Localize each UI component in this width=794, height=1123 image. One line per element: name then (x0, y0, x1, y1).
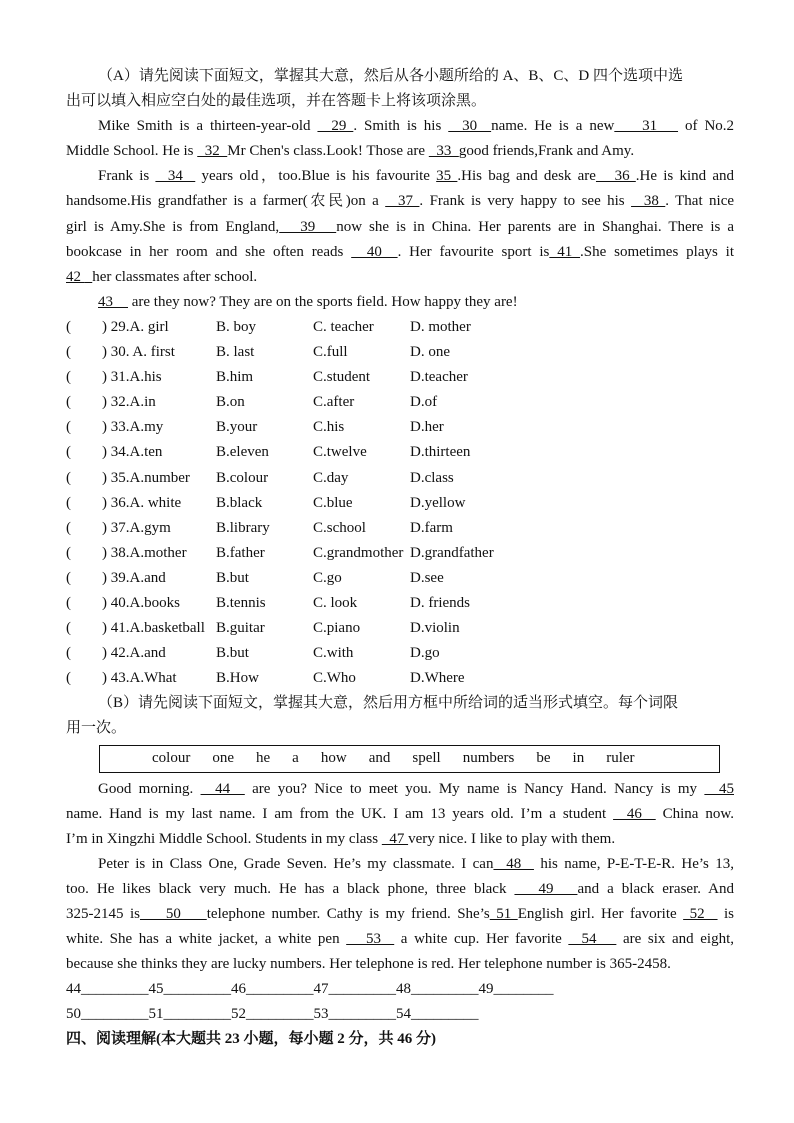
text: Peter is in Class One, Grade Seven. He’s my classmate. I can (98, 855, 494, 872)
blank-47: 47 (381, 830, 409, 847)
text: Good morning. (98, 780, 201, 797)
option-b: B.him (216, 369, 254, 386)
text: . That nice (665, 193, 735, 210)
answer-blank[interactable]: 51_________ (148, 1006, 231, 1023)
option-b: B.eleven (216, 444, 269, 461)
option-row (66, 541, 734, 566)
question-option-a: ) 39.A.and (102, 569, 166, 586)
option-c: C. teacher (313, 318, 374, 335)
word-box-item: one (212, 750, 234, 767)
text: . Frank is very happy to see his (419, 193, 632, 210)
text: China now. (655, 805, 734, 822)
option-d: D. one (410, 344, 450, 361)
option-c: C.after (313, 394, 355, 411)
word-box-item: and (368, 750, 391, 767)
question-option-a: ) 36.A. white (102, 494, 182, 511)
answer-paren: ( (66, 369, 71, 386)
question-option-a: ) 31.A.his (102, 369, 162, 386)
text: is (717, 906, 735, 922)
blank-30: 30 (448, 118, 492, 135)
text: . Smith is his (353, 118, 449, 135)
answer-paren: ( (66, 419, 71, 436)
option-b: B.your (216, 419, 258, 436)
text: a white cup. Her favorite (394, 931, 569, 948)
option-c: C.go (313, 569, 342, 586)
blank-38: 38 (631, 193, 666, 210)
blank-43: 43 (98, 293, 128, 310)
blank-53: 53 (346, 931, 395, 948)
text: years old，too.Blue is his favourite (195, 168, 437, 185)
passage-a-line (66, 164, 734, 189)
answer-blank[interactable]: 52_________ (231, 1006, 314, 1023)
text: .His bag and desk are (457, 168, 596, 185)
option-c: C.piano (313, 620, 361, 637)
blank-33: 33 (428, 143, 459, 160)
blank-39: 39 (279, 218, 337, 235)
question-option-a: ) 43.A.What (102, 670, 177, 687)
option-d: D.class (410, 469, 454, 486)
text: . Her favourite sport is (397, 243, 550, 260)
option-b: B.How (216, 670, 259, 687)
option-c: C.blue (313, 494, 353, 511)
option-b: B.on (216, 394, 245, 411)
answer-paren: ( (66, 519, 71, 536)
text: are you? Nice to meet you. My name is Nancy Hand. Nancy is my (244, 780, 705, 797)
text: good friends,Frank and Amy. (458, 143, 635, 160)
word-box (99, 745, 720, 773)
option-b: B.black (216, 494, 263, 511)
option-d: D.farm (410, 519, 453, 536)
text: .He is kind and (635, 168, 734, 185)
option-row (66, 566, 734, 591)
passage-b-line (66, 777, 734, 802)
text: his name, P-E-T-E-R. He’s 13, (533, 855, 734, 872)
passage-a-line (66, 265, 734, 290)
option-b: B.colour (216, 469, 269, 486)
option-c: C.grandmother (313, 544, 404, 561)
option-d: D.see (410, 569, 444, 586)
option-c: C.twelve (313, 444, 367, 461)
answer-paren: ( (66, 494, 71, 511)
answer-paren: ( (66, 620, 71, 637)
option-b: B.but (216, 569, 249, 586)
blank-48: 48 (493, 855, 534, 872)
answer-blank[interactable]: 54_________ (396, 1006, 479, 1023)
answer-paren: ( (66, 318, 71, 335)
text: Mr Chen's class.Look! Those are (227, 143, 429, 160)
blank-41: 41 (549, 243, 581, 260)
answer-blank[interactable]: 50_________ (66, 1006, 149, 1023)
section-b-instruction-2: 用一次。 (66, 720, 127, 737)
text: girl is Amy.She is from England, (66, 218, 280, 235)
section-a-instruction-1: （A）请先阅读下面短文，掌握其大意，然后从各小题所给的 A、B、C、D 四个选项中选 (98, 68, 684, 84)
question-option-a: ) 40.A.books (102, 594, 180, 611)
answer-blank[interactable]: 46_________ (231, 981, 314, 998)
answer-paren: ( (66, 394, 71, 411)
option-row (66, 340, 734, 365)
blank-49: 49 (514, 880, 578, 897)
option-d: D.her (410, 419, 444, 436)
option-row (66, 390, 734, 415)
passage-b-line (66, 952, 734, 977)
text: .She sometimes plays it (580, 243, 734, 260)
text: now she is in China. Her parents are in Shanghai. There is a (336, 218, 734, 235)
passage-a-line (66, 290, 734, 315)
text: I’m in Xingzhi Middle School. Students in my class (66, 830, 382, 847)
option-row (66, 616, 734, 641)
blank-52: 52 (683, 906, 718, 922)
option-b: B.library (216, 519, 270, 536)
option-row (66, 440, 734, 465)
word-box-item: colour (152, 750, 191, 767)
text: 325-2145 is (66, 906, 140, 922)
option-d: D.yellow (410, 494, 466, 511)
option-b: B.father (216, 544, 265, 561)
text: white. She has a white jacket, a white pen (66, 931, 347, 948)
answer-paren: ( (66, 469, 71, 486)
blank-40: 40 (351, 243, 398, 260)
word-box-item: ruler (606, 750, 635, 767)
text: bookcase in her room and she often reads (66, 243, 352, 260)
blank-45: 45 (704, 780, 734, 797)
question-option-a: ) 29.A. girl (102, 318, 169, 335)
option-c: C.full (313, 344, 348, 361)
question-option-a: ) 41.A.basketball (102, 620, 205, 637)
text: telephone number. Cathy is my friend. She’s (206, 906, 490, 922)
blank-50: 50 (139, 906, 207, 922)
passage-b-line (66, 852, 734, 877)
word-box-item: be (536, 750, 551, 767)
answer-blank[interactable]: 44_________ (66, 981, 149, 998)
passage-a-line (66, 114, 734, 139)
text: Frank is (98, 168, 156, 185)
option-c: C.day (313, 469, 349, 486)
blank-31: 31 (614, 118, 679, 135)
answer-paren: ( (66, 544, 71, 561)
passage-b-line (66, 802, 734, 827)
answer-line (66, 977, 734, 1002)
text: her classmates after school. (92, 268, 258, 285)
options-list (66, 315, 734, 691)
option-c: C.his (313, 419, 345, 436)
answer-blank[interactable]: 49________ (478, 981, 554, 998)
answer-paren: ( (66, 645, 71, 662)
passage-b-line (66, 827, 734, 852)
text: Middle School. He is (66, 143, 198, 160)
option-row (66, 591, 734, 616)
passage-a-line (66, 139, 734, 164)
option-c: C.with (313, 645, 354, 662)
passage-b-line (66, 927, 734, 952)
answer-lines (66, 977, 734, 1027)
answer-blank[interactable]: 47_________ (313, 981, 396, 998)
option-row (66, 365, 734, 390)
blank-37: 37 (385, 193, 420, 210)
option-d: D.teacher (410, 369, 468, 386)
option-d: D.go (410, 645, 440, 662)
word-box-item: a (292, 750, 299, 767)
text: are six and eight, (616, 931, 734, 948)
question-option-a: ) 42.A.and (102, 645, 166, 662)
option-row (66, 315, 734, 340)
exam-page (66, 64, 734, 1053)
option-d: D.Where (410, 670, 465, 687)
answer-paren: ( (66, 594, 71, 611)
blank-44: 44 (200, 780, 245, 797)
question-option-a: ) 30. A. first (102, 344, 175, 361)
passage-a-line (66, 240, 734, 265)
word-box-item: spell (412, 750, 441, 767)
option-row (66, 641, 734, 666)
answer-paren: ( (66, 444, 71, 461)
blank-32: 32 (197, 143, 228, 160)
answer-blank[interactable]: 45_________ (148, 981, 231, 998)
answer-paren: ( (66, 344, 71, 361)
question-option-a: ) 35.A.number (102, 469, 190, 486)
text: English girl. Her favorite (517, 906, 684, 922)
text: handsome.His grandfather is a farmer(农民)on a (66, 193, 386, 210)
question-option-a: ) 37.A.gym (102, 519, 171, 536)
blank-36: 36 (595, 168, 636, 185)
word-box-item: he (256, 750, 271, 767)
blank-46: 46 (613, 805, 656, 822)
text: name. He is a new (491, 118, 615, 135)
question-option-a: ) 33.A.my (102, 419, 164, 436)
word-box-item: numbers (462, 750, 515, 767)
option-b: B.but (216, 645, 249, 662)
option-b: B.tennis (216, 594, 266, 611)
blank-51: 51 (489, 906, 518, 922)
option-row (66, 415, 734, 440)
option-row (66, 666, 734, 691)
option-d: D.grandfather (410, 544, 494, 561)
blank-54: 54 (568, 931, 617, 948)
blank-35: 35 (436, 168, 458, 185)
answer-paren: ( (66, 569, 71, 586)
passage-b-line (66, 877, 734, 902)
option-d: D. mother (410, 318, 471, 335)
passage-a-line (66, 189, 734, 214)
passage-b-line (66, 902, 734, 927)
option-c: C. look (313, 594, 358, 611)
text: very nice. I like to play with them. (408, 830, 616, 847)
text: too. He likes black very much. He has a black phone, three black (66, 880, 515, 897)
option-d: D.thirteen (410, 444, 471, 461)
option-b: B. last (216, 344, 255, 361)
word-box-item: in (572, 750, 585, 767)
option-row (66, 491, 734, 516)
question-option-a: ) 32.A.in (102, 394, 156, 411)
question-option-a: ) 38.A.mother (102, 544, 187, 561)
answer-paren: ( (66, 670, 71, 687)
option-row (66, 466, 734, 491)
option-d: D. friends (410, 594, 470, 611)
passage-a-line (66, 215, 734, 240)
section-a-instruction-2: 出可以填入相应空白处的最佳选项，并在答题卡上将该项涂黑。 (66, 93, 487, 110)
text: and a black eraser. And (577, 880, 734, 897)
text: are they now? They are on the sports field. How happy they are! (128, 293, 518, 310)
text: name. Hand is my last name. I am from the UK. I am 13 years old. I’m a student (66, 805, 614, 822)
word-box-item: how (320, 750, 347, 767)
blank-29: 29 (317, 118, 354, 135)
option-row (66, 516, 734, 541)
text: of No.2 (678, 118, 735, 135)
blank-34: 34 (155, 168, 196, 185)
text: Mike Smith is a thirteen-year-old (98, 118, 318, 135)
option-c: C.school (313, 519, 366, 536)
option-d: D.of (410, 394, 438, 411)
question-option-a: ) 34.A.ten (102, 444, 163, 461)
answer-blank[interactable]: 48_________ (396, 981, 479, 998)
option-d: D.violin (410, 620, 460, 637)
section-b-instruction-1: （B）请先阅读下面短文，掌握其大意，然后用方框中所给词的适当形式填空。每个词限 (98, 695, 679, 712)
option-c: C.student (313, 369, 371, 386)
answer-line (66, 1002, 734, 1027)
option-c: C.Who (313, 670, 356, 687)
answer-blank[interactable]: 53_________ (313, 1006, 396, 1023)
text: because she thinks they are lucky numbers. Her telephone is red. Her telephone number is 365-2458. (66, 956, 671, 973)
blank-42: 42 (66, 268, 85, 285)
option-b: B.guitar (216, 620, 265, 637)
option-b: B. boy (216, 318, 257, 335)
section-4-heading: 四、阅读理解(本大题共 23 小题，每小题 2 分，共 46 分) (66, 1031, 436, 1048)
